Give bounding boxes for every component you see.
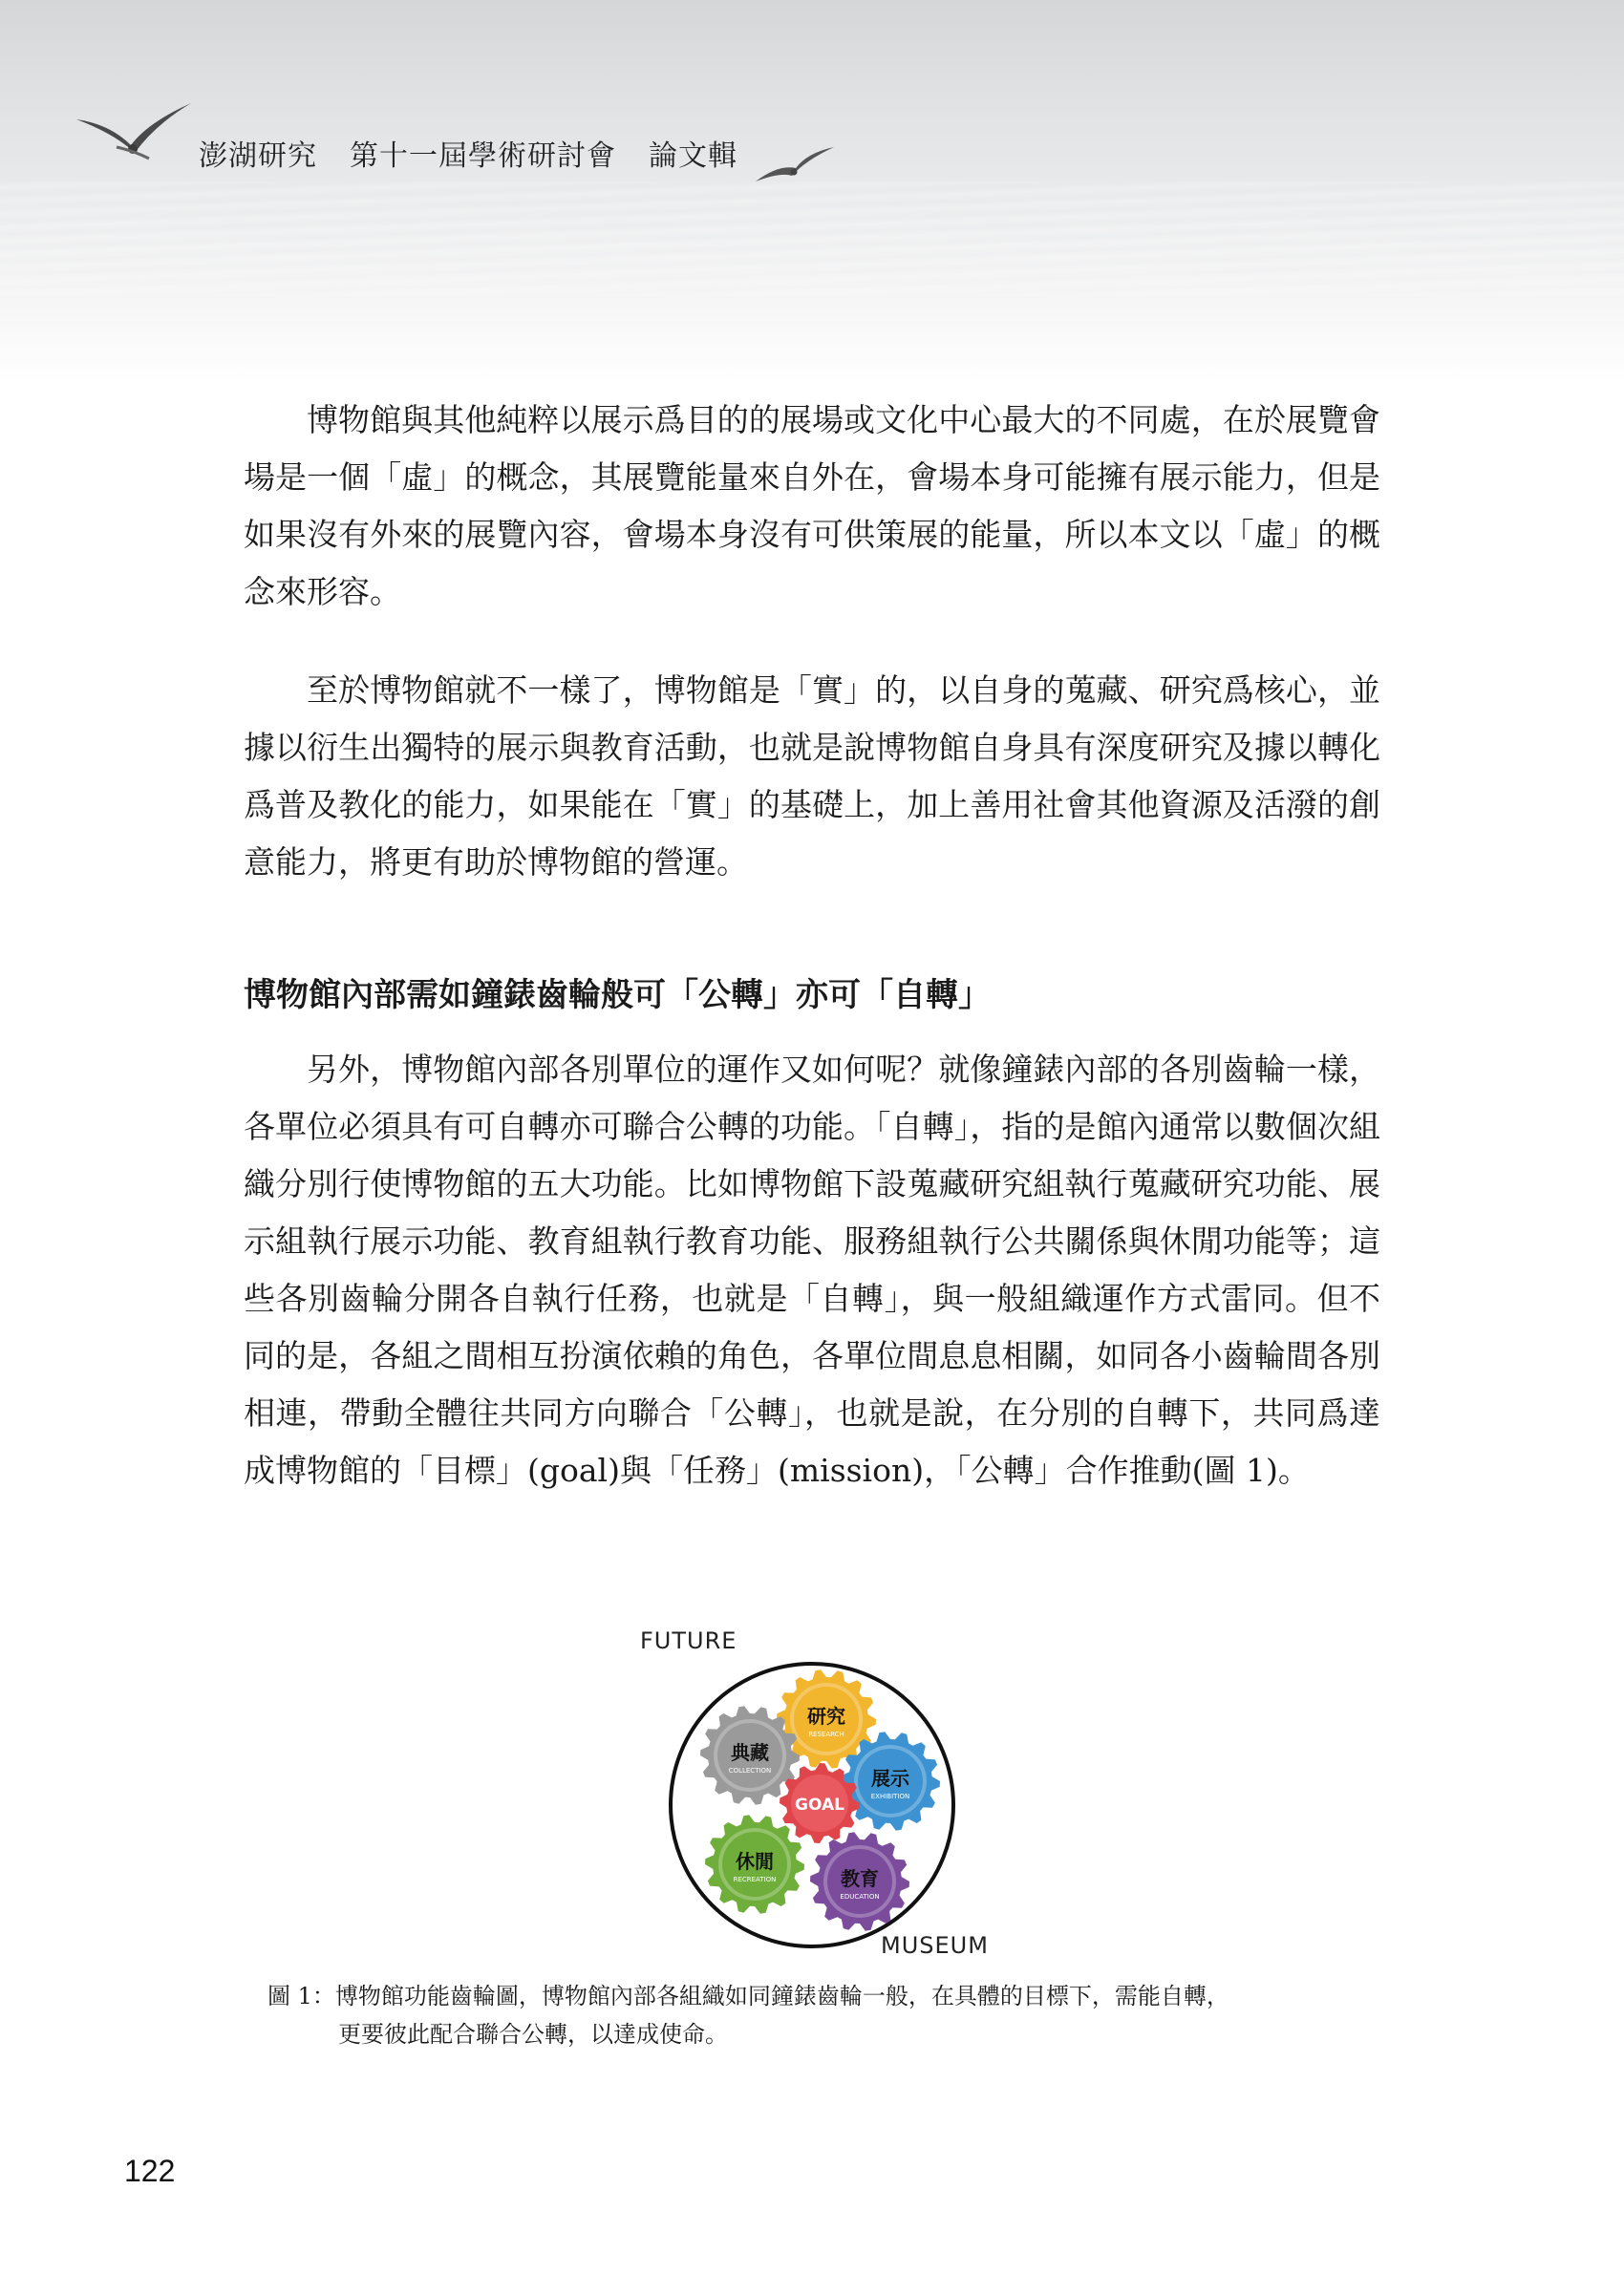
- paragraph-1: 博物館與其他純粹以展示爲目的的展場或文化中心最大的不同處，在於展覽會場是一個「虛」的概念，其展覽能量來自外在，會場本身可能擁有展示能力，但是如果沒有外來的展覽內容，會場本身沒有可供策展的能量，所以本文以「虛」的概念來形容。: [244, 401, 1380, 610]
- gear-label-zh: 休閒: [736, 1850, 774, 1873]
- gear-collection: [700, 1706, 800, 1804]
- volume-title: 論文輯: [649, 139, 737, 173]
- header-banner: [0, 0, 1624, 382]
- seagull-tail-icon: [115, 143, 153, 162]
- paragraph-3: 另外，博物館內部各別單位的運作又如何呢？就像鐘錶內部的各別齒輪一樣，各單位必須具有可自轉亦可聯合公轉的功能。「自轉」，指的是館內通常以數個次組織分別行使博物館的五大功能。比如博物館下設蒐藏研究組執行蒐藏研究功能、展示組執行展示功能、教育組執行教育功能、服務組執行公共關係與休閒功能等；這些各別齒輪分開各自執行任務，也就是「自轉」，與一般組織運作方式雷同。但不同的是，各組之間相互扮演依賴的角色，各單位間息息相關，如同各小齒輪間各別相連，帶動全體往共同方向聯合「公轉」，也就是說，在分別的自轉下，共同爲達成博物館的「目標」(goal)與「任務」(mission)，「公轉」合作推動(圖 1)。: [244, 1051, 1380, 1489]
- figure-caption: [267, 1977, 1380, 2053]
- paragraph-2: 至於博物館就不一樣了，博物館是「實」的，以自身的蒐藏、研究爲核心，並據以衍生出獨特的展示與教育活動，也就是說博物館自身具有深度研究及據以轉化爲普及教化的能力，如果能在「實」的基礎上，加上善用社會其他資源及活潑的創意能力，將更有助於博物館的營運。: [244, 671, 1380, 881]
- running-header: [199, 132, 770, 174]
- gear-label-zh: 教育: [841, 1867, 879, 1890]
- gear-label-en: RESEARCH: [808, 1731, 844, 1738]
- page-number: 122: [124, 2154, 176, 2188]
- gear-recreation: [705, 1815, 804, 1913]
- gear-label-en: COLLECTION: [728, 1767, 772, 1775]
- gear-diagram: [611, 1614, 1032, 1967]
- caption-line-1: 博物館功能齒輪圖，博物館內部各組織如同鐘錶齒輪一般，在具體的目標下，需能自轉，: [334, 1983, 1229, 2009]
- gear-diagram-svg: [611, 1614, 1032, 1967]
- gear-label-zh: 展示: [871, 1767, 909, 1790]
- gear-label-en: EDUCATION: [840, 1893, 880, 1901]
- caption-label: 圖 1：: [267, 1983, 335, 2009]
- figure-top-label: FUTURE: [640, 1627, 737, 1654]
- figure-bottom-label: MUSEUM: [881, 1932, 989, 1959]
- goal-label: GOAL: [795, 1796, 844, 1815]
- caption-line-2: 更要彼此配合聯合公轉，以達成使命。: [338, 2021, 728, 2048]
- gear-label-en: RECREATION: [733, 1876, 777, 1883]
- gear-education: [810, 1832, 909, 1930]
- gear-label-zh: 典藏: [731, 1741, 769, 1764]
- banner-sea-texture: [0, 181, 1624, 296]
- journal-title: 澎湖研究: [199, 139, 317, 173]
- section-heading: 博物館內部需如鐘錶齒輪般可「公轉」亦可「自轉」: [244, 976, 991, 1014]
- gear-label-zh: 研究: [807, 1705, 845, 1728]
- conference-title: 第十一屆學術研討會: [350, 139, 616, 173]
- gear-label-en: EXHIBITION: [870, 1793, 910, 1800]
